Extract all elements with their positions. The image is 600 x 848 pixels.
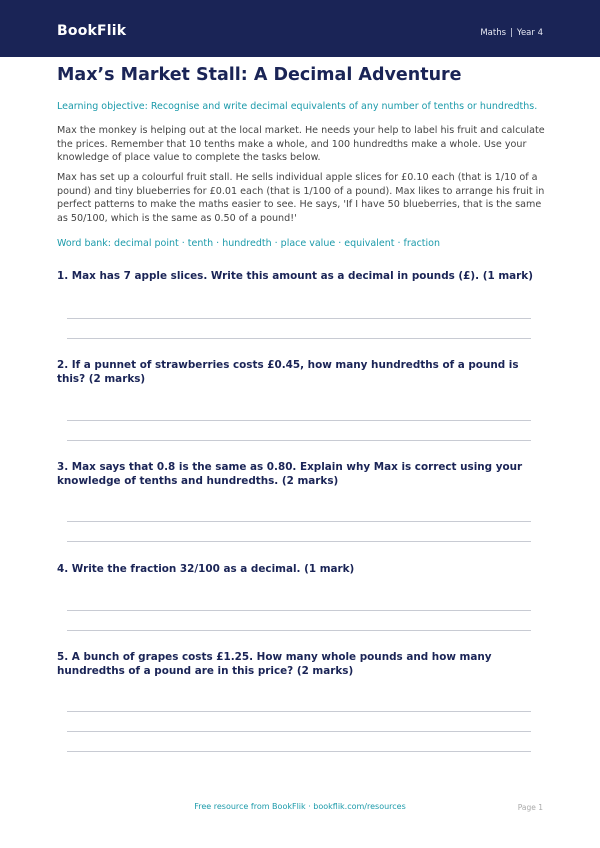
answer-line[interactable] — [67, 751, 531, 752]
learning-objective: Learning objective: Recognise and write decimal equivalents of any number of tenths or hundredths. — [57, 101, 538, 112]
question-1: 1. Max has 7 apple slices. Write this amount as a decimal in pounds (£). (1 mark) — [57, 270, 533, 282]
answer-line[interactable] — [67, 731, 531, 732]
subject-year-label — [480, 28, 543, 38]
question-2: 2. If a punnet of strawberries costs £0.45, how many hundredths of a pound is this? (2 marks) — [57, 359, 519, 385]
year-label: Year 4 — [516, 28, 543, 38]
meta-separator: | — [510, 28, 513, 38]
question-4: 4. Write the fraction 32/100 as a decimal. (1 mark) — [57, 563, 355, 575]
page-number: Page 1 — [517, 803, 543, 812]
page-title: Max’s Market Stall: A Decimal Adventure — [57, 65, 462, 85]
answer-line[interactable] — [67, 630, 531, 631]
question-5: 5. A bunch of grapes costs £1.25. How many whole pounds and how many hundredths of a pound are in this price? (2 marks) — [57, 651, 492, 677]
answer-line[interactable] — [67, 610, 531, 611]
footer-link[interactable]: Free resource from BookFlik · bookflik.com/resources — [194, 802, 406, 811]
header-bar — [0, 0, 600, 57]
answer-line[interactable] — [67, 420, 531, 421]
intro-paragraph-1: Max the monkey is helping out at the local market. He needs your help to label his fruit and calculate the prices. Remember that 10 tenths make a whole, and 100 hundredths make a whole. Use your knowledge of place value to complete the tasks below. — [57, 125, 545, 163]
intro-paragraph-2: Max has set up a colourful fruit stall. He sells individual apple slices for £0.10 each (that is 1/10 of a pound) and tiny blueberries for £0.01 each (that is 1/100 of a pound). Max likes to arrange his fruit in perfect patterns to make the maths easier to see. He says, 'If I have 50 blueberries, that is the same as 50/100, which is the same as 0.50 of a pound!' — [57, 172, 545, 224]
answer-line[interactable] — [67, 521, 531, 522]
subject-label: Maths — [480, 28, 507, 38]
answer-line[interactable] — [67, 338, 531, 339]
brand-logo: BookFlik — [57, 23, 127, 39]
answer-line[interactable] — [67, 541, 531, 542]
answer-line[interactable] — [67, 711, 531, 712]
question-3: 3. Max says that 0.8 is the same as 0.80. Explain why Max is correct using your knowledge of tenths and hundredths. (2 marks) — [57, 461, 523, 487]
answer-line[interactable] — [67, 318, 531, 319]
answer-line[interactable] — [67, 440, 531, 441]
word-bank: Word bank: decimal point · tenth · hundredth · place value · equivalent · fraction — [57, 238, 441, 249]
